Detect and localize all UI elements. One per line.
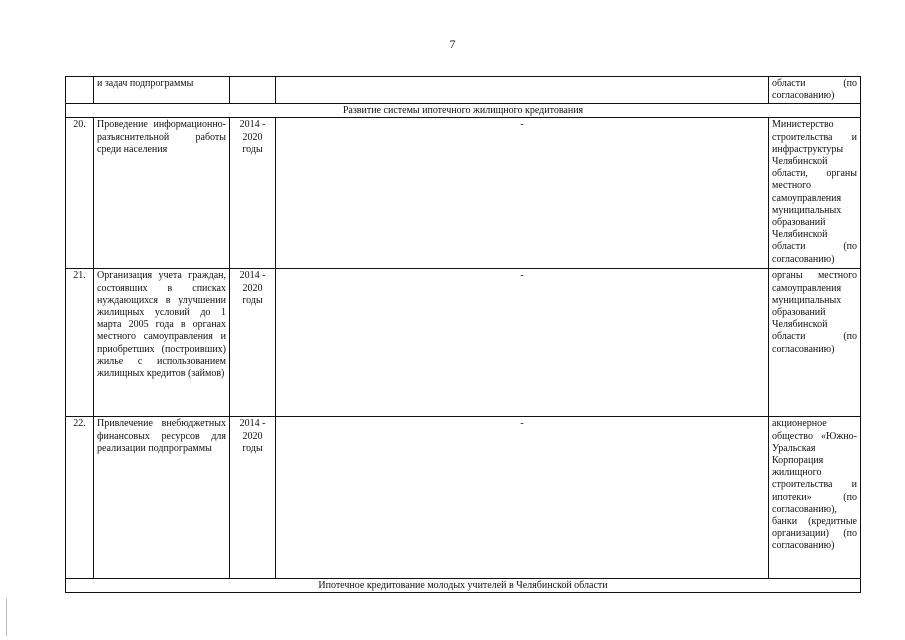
responsible-cell: Министерство строительства и инфраструктуры Челябинской области, органы местного самоуправления муниципальных образований Челябинской области (по согласованию) [769, 118, 861, 269]
period-cell: 2014 - 2020 годы [230, 417, 276, 579]
responsible-cell: органы местного самоуправления муниципальных образований Челябинской области (по согласованию) [769, 269, 861, 417]
result-cell: - [276, 417, 769, 579]
responsible-cell: области (по согласованию) [769, 77, 861, 104]
result-cell [276, 77, 769, 104]
continuation-row [66, 77, 861, 104]
table-row [66, 269, 861, 417]
page-number: 7 [449, 37, 456, 51]
activity-cell: Привлечение внебюджетных финансовых ресурсов для реализации подпрограммы [94, 417, 230, 579]
section-heading-teachers: Ипотечное кредитование молодых учителей в Челябинской области [66, 579, 861, 593]
scan-artifact [6, 598, 7, 636]
table-row [66, 417, 861, 579]
activity-cell: Организация учета граждан, состоявших в списках нуждающихся в улучшении жилищных условий до 1 марта 2005 года в органах местного самоуправления и приобретших (построивших) жилье с использованием жилищных кредитов (займов) [94, 269, 230, 417]
row-number-cell [66, 77, 94, 104]
activity-cell: и задач подпрограммы [94, 77, 230, 104]
row-number-cell: 20. [66, 118, 94, 269]
period-cell [230, 77, 276, 104]
program-activities-table [65, 76, 861, 593]
row-number-cell: 22. [66, 417, 94, 579]
row-number-cell: 21. [66, 269, 94, 417]
result-cell: - [276, 118, 769, 269]
section-row [66, 579, 861, 593]
section-heading-mortgage: Развитие системы ипотечного жилищного кредитования [66, 104, 861, 118]
result-cell: - [276, 269, 769, 417]
activity-cell: Проведение информационно-разъяснительной работы среди населения [94, 118, 230, 269]
table-row [66, 118, 861, 269]
period-cell: 2014 - 2020 годы [230, 269, 276, 417]
section-row [66, 104, 861, 118]
responsible-cell: акционерное общество «Южно-Уральская Корпорация жилищного строительства и ипотеки» (по согласованию), банки (кредитные организации) (по согласованию) [769, 417, 861, 579]
period-cell: 2014 - 2020 годы [230, 118, 276, 269]
